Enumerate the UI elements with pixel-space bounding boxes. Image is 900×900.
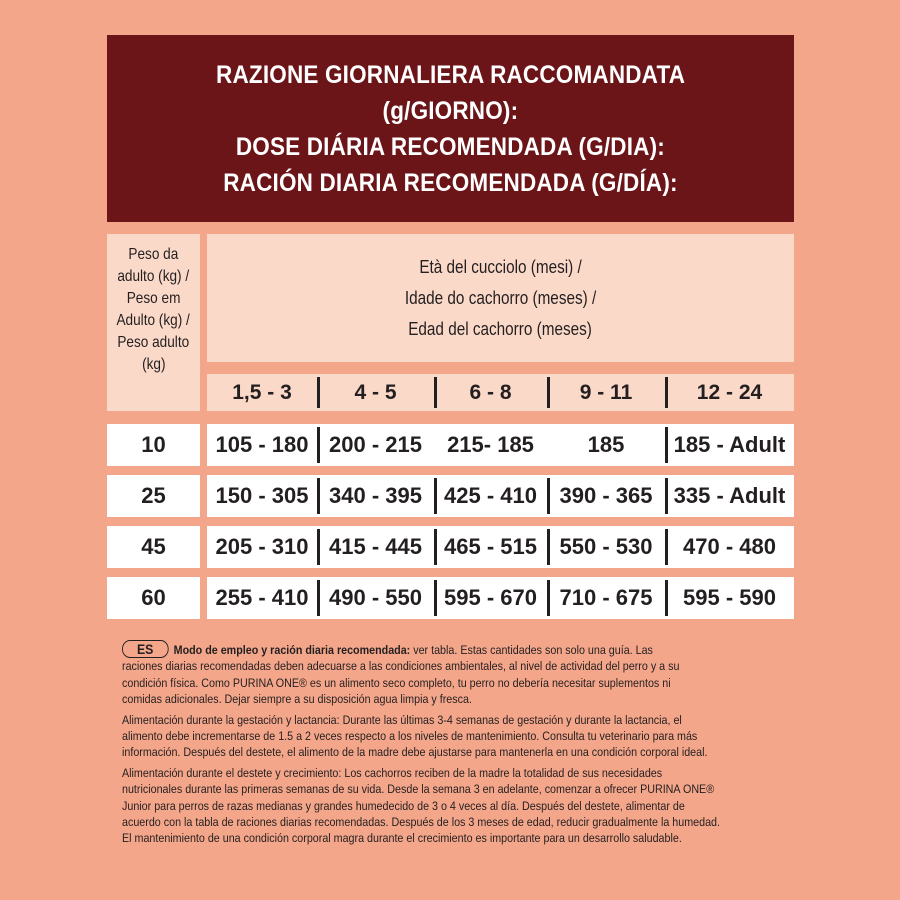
ration-cell: 105 - 180	[215, 432, 309, 457]
notes-paragraph-usage	[122, 640, 792, 708]
weight-header-line: adulto (kg) /	[117, 268, 190, 285]
ration-cell: 550 - 530	[547, 526, 665, 568]
title-line-pt: DOSE DIÁRIA RECOMENDADA (G/DIA):	[235, 132, 666, 161]
weight-header-line: Peso da	[128, 246, 179, 263]
ration-cell: 465 - 515	[434, 526, 547, 568]
weight-cell: 10	[107, 424, 200, 466]
weight-cell: 60	[107, 577, 200, 619]
weight-cell: 45	[107, 526, 200, 568]
ration-cell: 425 - 410	[434, 475, 547, 517]
title-line-es: RACIÓN DIARIA RECOMENDADA (G/DÍA):	[223, 168, 678, 197]
notes-paragraph-weaning	[122, 765, 792, 847]
notes-line: Alimentación durante el destete y crecimiento: Los cachorros reciben de la madre la totalidad de sus necesidades	[122, 765, 663, 780]
table-row	[107, 424, 794, 466]
notes-line: alimento debe incrementarse de 1.5 a 2 veces respecto a los niveles de mantenimiento. Consulta tu veterinario para más	[122, 729, 698, 744]
title-line-it-unit: (g/GIORNO):	[382, 96, 519, 125]
age-header-line: Edad del cachorro (meses)	[408, 318, 593, 339]
ration-cell: 390 - 365	[547, 475, 665, 517]
weight-header-line: Peso em	[126, 290, 181, 307]
age-range-row	[207, 374, 794, 411]
weight-header-line: Peso adulto	[117, 334, 190, 351]
weight-header-line: (kg)	[141, 356, 166, 373]
ration-cell: 490 - 550	[317, 577, 434, 619]
weight-cell: 25	[107, 475, 200, 517]
notes-line: condición física. Como PURINA ONE® es un alimento seco completo, tu perro no debería necesitar suplementos ni	[122, 675, 671, 690]
ration-cell: 595 - 590	[665, 577, 794, 619]
title-line-it: RAZIONE GIORNALIERA RACCOMANDATA	[215, 60, 686, 89]
notes-line: nutricionales durante las primeras semanas de su vida. Desde la semana 3 en adelante, comenzar a ofrecer PURINA ONE®	[122, 782, 715, 797]
table-row	[107, 526, 794, 568]
ration-cell: 185	[587, 432, 625, 457]
ration-cell: 340 - 395	[317, 475, 434, 517]
notes-line: Junior para perros de razas medianas y grandes humedecido de 3 o 4 veces al día. Después del destete, alimentar de	[122, 798, 685, 813]
age-column-header	[207, 234, 794, 362]
notes-line: información. Después del destete, el alimento de la madre debe ajustarse para mantenerla en una condición corporal ideal.	[122, 745, 708, 760]
ration-cell: 215- 185	[447, 432, 534, 457]
age-range-cell: 9 - 11	[547, 374, 665, 411]
age-header-line: Età del cucciolo (mesi) /	[419, 256, 582, 277]
language-badge: ES	[122, 640, 168, 658]
weight-header-line: Adulto (kg) /	[116, 312, 191, 329]
notes-heading: Modo de empleo y ración diaria recomendada:	[173, 643, 411, 657]
notes-line: acuerdo con la tabla de raciones diarias recomendadas. Después de los 3 meses de edad, reducir gradualmente la humedad.	[122, 815, 720, 830]
ration-cell: 710 - 675	[547, 577, 665, 619]
notes-line: Alimentación durante la gestación y lactancia: Durante las últimas 3-4 semanas de gestación y durante la lactancia, el	[122, 712, 682, 727]
ration-cell: 150 - 305	[215, 483, 309, 508]
ration-cell: 470 - 480	[665, 526, 794, 568]
ration-cell: 255 - 410	[215, 585, 309, 610]
ration-cell: 205 - 310	[215, 534, 309, 559]
table-title	[107, 35, 794, 222]
age-header-line: Idade do cachorro (meses) /	[404, 287, 597, 308]
usage-notes	[122, 640, 792, 851]
notes-line: El mantenimiento de una condición corporal magra durante el crecimiento es importante para un desarrollo saludable.	[122, 831, 682, 846]
age-range-cell: 1,5 - 3	[232, 380, 292, 404]
age-range-cell: 12 - 24	[665, 374, 794, 411]
table-row	[107, 577, 794, 619]
notes-line: ver tabla. Estas cantidades son solo una guía. Las	[410, 643, 653, 657]
age-range-cell: 6 - 8	[434, 374, 547, 411]
ration-cell: 335 - Adult	[665, 475, 794, 517]
ration-cell: 185 - Adult	[665, 424, 794, 466]
notes-paragraph-gestation	[122, 712, 792, 761]
ration-cell: 200 - 215	[317, 424, 434, 466]
notes-line: comidas adicionales. Dejar siempre a su disposición agua limpia y fresca.	[122, 692, 472, 707]
table-row	[107, 475, 794, 517]
ration-cell: 595 - 670	[434, 577, 547, 619]
age-range-cell: 4 - 5	[317, 374, 434, 411]
ration-cell: 415 - 445	[317, 526, 434, 568]
notes-line: raciones diarias recomendadas deben adecuarse a las condiciones ambientales, al nivel de actividad del perro y a su	[122, 659, 680, 674]
weight-column-header	[107, 234, 200, 411]
